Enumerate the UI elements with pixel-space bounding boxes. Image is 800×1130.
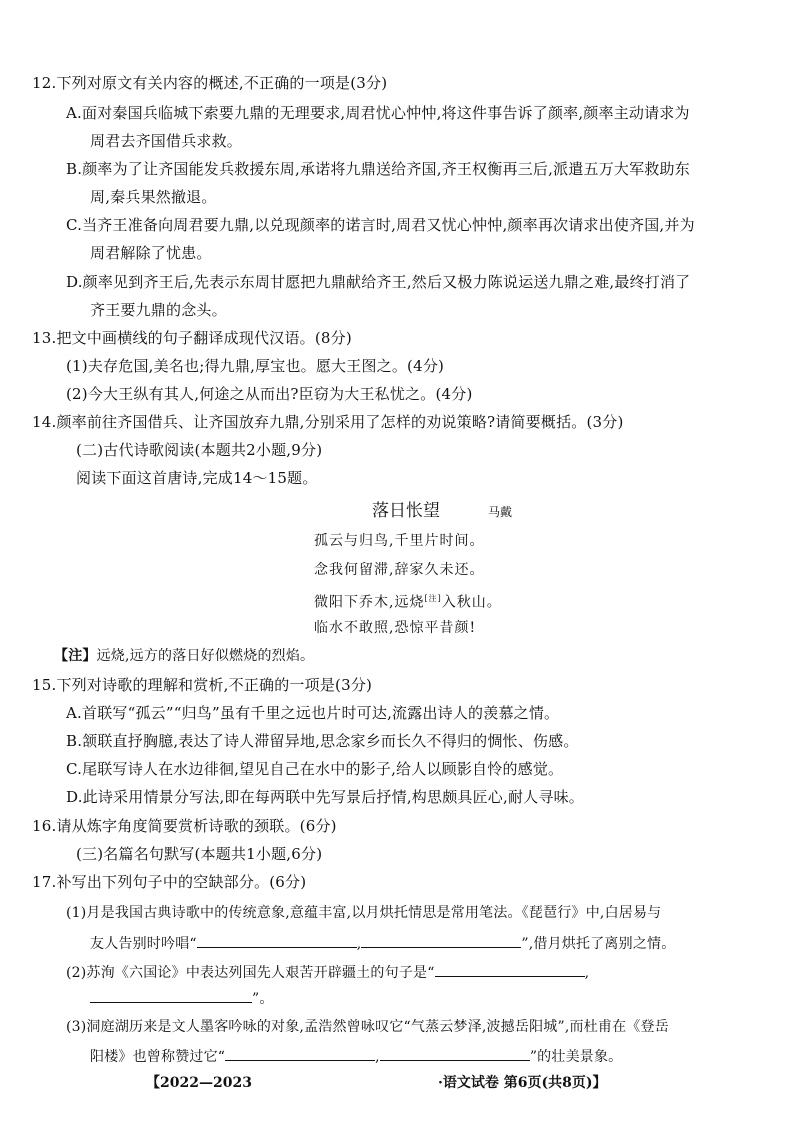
q12-option-c-cont: 周君解除了忧患。 bbox=[90, 244, 212, 262]
q17-part-3-line-2 bbox=[90, 1045, 622, 1067]
q17-part-1-line-1: (1)月是我国古典诗歌中的传统意象,意蕴丰富,以月烘托情思是常用笔法。《琵琶行》中,白居易与 bbox=[66, 905, 662, 921]
q17-part-1-comma: , bbox=[356, 936, 362, 952]
section-2-intro: 阅读下面这首唐诗,完成14～15题。 bbox=[76, 469, 318, 487]
footer-page-info bbox=[438, 1074, 607, 1092]
q17-part-2-line-2 bbox=[90, 987, 274, 1009]
footer-page-middle: 页(共 bbox=[527, 1075, 563, 1091]
q17-part-2-comma: , bbox=[584, 965, 590, 981]
q17-part-3-prefix: 阳楼》也曾称赞过它“ bbox=[90, 1049, 226, 1065]
poem-line-3 bbox=[314, 589, 502, 613]
answer-blank-2[interactable] bbox=[361, 932, 521, 948]
poem-line-1: 孤云与归鸟,千里片时间。 bbox=[314, 533, 485, 549]
poem-note-text: 远烧,远方的落日好似燃烧的烈焰。 bbox=[96, 648, 315, 664]
q17-part-2-prefix: (2)苏洵《六国论》中表达列国先人艰苦开辟疆土的句子是“ bbox=[66, 965, 435, 981]
q13-stem: 13.把文中画横线的句子翻译成现代汉语。(8分) bbox=[32, 329, 352, 347]
poem-note-label: 【注】 bbox=[54, 648, 97, 664]
q17-part-3-suffix: ”的壮美景象。 bbox=[529, 1049, 623, 1065]
footer-year: 【2022—2023 bbox=[146, 1075, 252, 1091]
q12-option-b: B.颜率为了让齐国能发兵救援东周,承诺将九鼎送给齐国,齐王权衡再三后,派遣五万大军救助东 bbox=[66, 160, 690, 178]
answer-blank-4[interactable] bbox=[90, 987, 252, 1003]
q15-option-d: D.此诗采用情景分写法,即在每两联中先写景后抒情,构思颇具匠心,耐人寻味。 bbox=[66, 788, 584, 806]
q17-part-1-prefix: 友人告别时吟唱“ bbox=[90, 936, 197, 952]
q17-stem: 17.补写出下列句子中的空缺部分。(6分) bbox=[32, 873, 307, 891]
q15-option-b: B.颔联直抒胸臆,表达了诗人滞留异地,思念家乡而长久不得归的惆怅、伤感。 bbox=[66, 732, 579, 750]
q12-option-d-cont: 齐王要九鼎的念头。 bbox=[90, 301, 227, 319]
section-2-heading: (二)古代诗歌阅读(本题共2小题,9分) bbox=[76, 441, 323, 459]
q12-option-c: C.当齐王准备向周君要九鼎,以兑现颜率的诺言时,周君又忧心忡忡,颜率再次请求出使齐国,并为 bbox=[66, 216, 695, 234]
poem-note bbox=[54, 646, 314, 666]
footnote-marker: [注] bbox=[424, 594, 442, 603]
section-3-heading: (三)名篇名句默写(本题共1小题,6分) bbox=[76, 845, 323, 863]
poem-author: 马戴 bbox=[488, 505, 513, 519]
poem-title: 落日怅望 bbox=[372, 501, 440, 521]
answer-blank-3[interactable] bbox=[435, 961, 585, 977]
q12-stem: 12.下列对原文有关内容的概述,不正确的一项是(3分) bbox=[32, 74, 388, 92]
q17-part-3-line-1: (3)洞庭湖历来是文人墨客吟咏的对象,孟浩然曾咏叹它“气蒸云梦泽,波撼岳阳城”,而杜甫在《登岳 bbox=[66, 1019, 669, 1035]
q17-part-1-line-2 bbox=[90, 932, 675, 954]
q17-part-2-line-1 bbox=[66, 961, 589, 983]
q17-part-2-suffix: ”。 bbox=[252, 991, 274, 1007]
poem-line-4: 临水不敢照,恐惊平昔颜! bbox=[314, 620, 477, 636]
q17-part-3-comma: , bbox=[375, 1049, 380, 1065]
poem-line-2: 念我何留滞,辞家久未还。 bbox=[314, 562, 485, 578]
footer-page-prefix: 第 bbox=[503, 1075, 518, 1091]
q14-stem: 14.颜率前往齐国借兵、让齐国放弃九鼎,分别采用了怎样的劝说策略?请简要概括。(3分) bbox=[32, 413, 624, 431]
q13-sentence-2: (2)今大王纵有其人,何途之从而出?臣窃为大王私忧之。(4分) bbox=[66, 385, 473, 403]
q15-stem: 15.下列对诗歌的理解和赏析,不正确的一项是(3分) bbox=[32, 676, 373, 694]
q15-option-a: A.首联写“孤云”“归鸟”虽有千里之远也片时可达,流露出诗人的羡慕之情。 bbox=[66, 704, 560, 722]
footer-exam-name: ·语文试卷 bbox=[438, 1075, 499, 1091]
footer-page-total: 8 bbox=[562, 1075, 572, 1091]
footer-page-number: 6 bbox=[517, 1075, 528, 1091]
q12-option-a: A.面对秦国兵临城下索要九鼎的无理要求,周君忧心忡忡,将这件事告诉了颜率,颜率主动请求为 bbox=[66, 104, 690, 122]
footer-page-suffix: 页)】 bbox=[571, 1075, 607, 1091]
answer-blank-1[interactable] bbox=[197, 932, 357, 948]
poem-line-3-part-2: 入秋山。 bbox=[441, 594, 502, 611]
poem-line-3-part-1: 微阳下乔木,远烧 bbox=[314, 594, 425, 611]
q12-option-a-cont: 周君去齐国借兵求救。 bbox=[90, 132, 243, 150]
q17-part-1-suffix: ”,借月烘托了离别之情。 bbox=[521, 936, 676, 952]
q13-sentence-1: (1)夫存危国,美名也;得九鼎,厚宝也。愿大王图之。(4分) bbox=[66, 357, 445, 375]
answer-blank-6[interactable] bbox=[380, 1045, 530, 1061]
q12-option-d: D.颜率见到齐王后,先表示东周甘愿把九鼎献给齐王,然后又极力陈说运送九鼎之难,最终打消了 bbox=[66, 273, 691, 291]
q12-option-b-cont: 周,秦兵果然撤退。 bbox=[90, 188, 217, 206]
q16-stem: 16.请从炼字角度简要赏析诗歌的颈联。(6分) bbox=[32, 817, 337, 835]
q15-option-c: C.尾联写诗人在水边徘徊,望见自己在水中的影子,给人以顾影自怜的感觉。 bbox=[66, 760, 564, 778]
answer-blank-5[interactable] bbox=[225, 1045, 375, 1061]
